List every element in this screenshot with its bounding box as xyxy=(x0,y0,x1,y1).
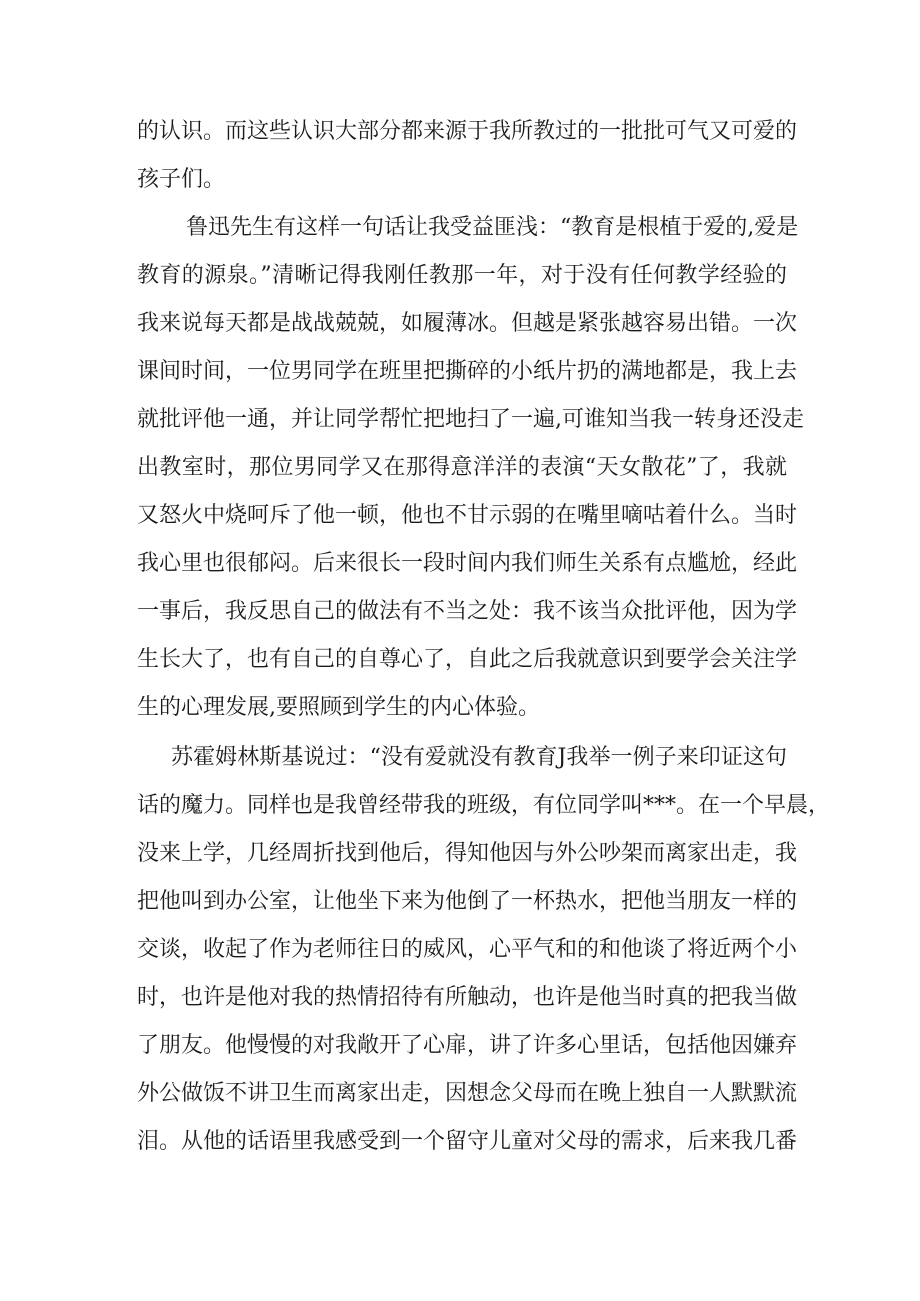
text-line: 孩子们。 xyxy=(137,167,226,192)
text-line: 了朋友。他慢慢的对我敞开了心扉，讲了许多心里话，包括他因嫌弃 xyxy=(137,1033,798,1058)
text-line: 就批评他一通，并让同学帮忙把地扫了一遍,可谁知当我一转身还没走 xyxy=(137,407,804,432)
text-line: 课间时间，一位男同学在班里把撕碎的小纸片扔的满地都是，我上去 xyxy=(137,359,798,384)
text-line: 一事后，我反思自己的做法有不当之处：我不该当众批评他，因为学 xyxy=(137,599,798,624)
text-line: 又怒火中烧呵斥了他一顿，他也不甘示弱的在嘴里嘀咕着什么。当时 xyxy=(137,503,798,528)
text-line: 交谈，收起了作为老师往日的威风，心平气和的和他谈了将近两个小 xyxy=(137,937,798,962)
text-line: 生的心理发展,要照顾到学生的内心体验。 xyxy=(137,695,540,720)
text-line: 生长大了，也有自己的自尊心了，自此之后我就意识到要学会关注学 xyxy=(137,647,798,672)
text-line: 的认识。而这些认识大部分都来源于我所教过的一批批可气又可爱的 xyxy=(137,119,798,144)
text-line: 我来说每天都是战战兢兢，如履薄冰。但越是紧张越容易出错。一次 xyxy=(137,311,798,336)
paragraph-start-line: 苏霍姆林斯基说过：“没有爱就没有教育J我举一例子来印证这句 xyxy=(171,745,787,770)
text-line: 没来上学，几经周折找到他后，得知他因与外公吵架而离家出走，我 xyxy=(137,841,798,866)
text-line: 教育的源泉。”清晰记得我刚任教那一年，对于没有任何教学经验的 xyxy=(137,263,787,288)
text-line: 出教室时，那位男同学又在那得意洋洋的表演“天女散花”了，我就 xyxy=(137,455,787,480)
paragraph-start-line: 鲁迅先生有这样一句话让我受益匪浅：“教育是根植于爱的,爱是 xyxy=(186,215,799,240)
text-line: 时，也许是他对我的热情招待有所触动，也许是他当时真的把我当做 xyxy=(137,985,798,1010)
text-line: 我心里也很郁闷。后来很长一段时间内我们师生关系有点尴尬，经此 xyxy=(137,551,798,576)
text-line: 外公做饭不讲卫生而离家出走，因想念父母而在晚上独自一人默默流 xyxy=(137,1081,798,1106)
text-line: 泪。从他的话语里我感受到一个留守儿童对父母的需求，后来我几番 xyxy=(137,1129,798,1154)
text-line: 把他叫到办公室，让他坐下来为他倒了一杯热水，把他当朋友一样的 xyxy=(137,889,798,914)
text-line: 话的魔力。同样也是我曾经带我的班级，有位同学叫***。在一个早晨， xyxy=(137,793,831,818)
